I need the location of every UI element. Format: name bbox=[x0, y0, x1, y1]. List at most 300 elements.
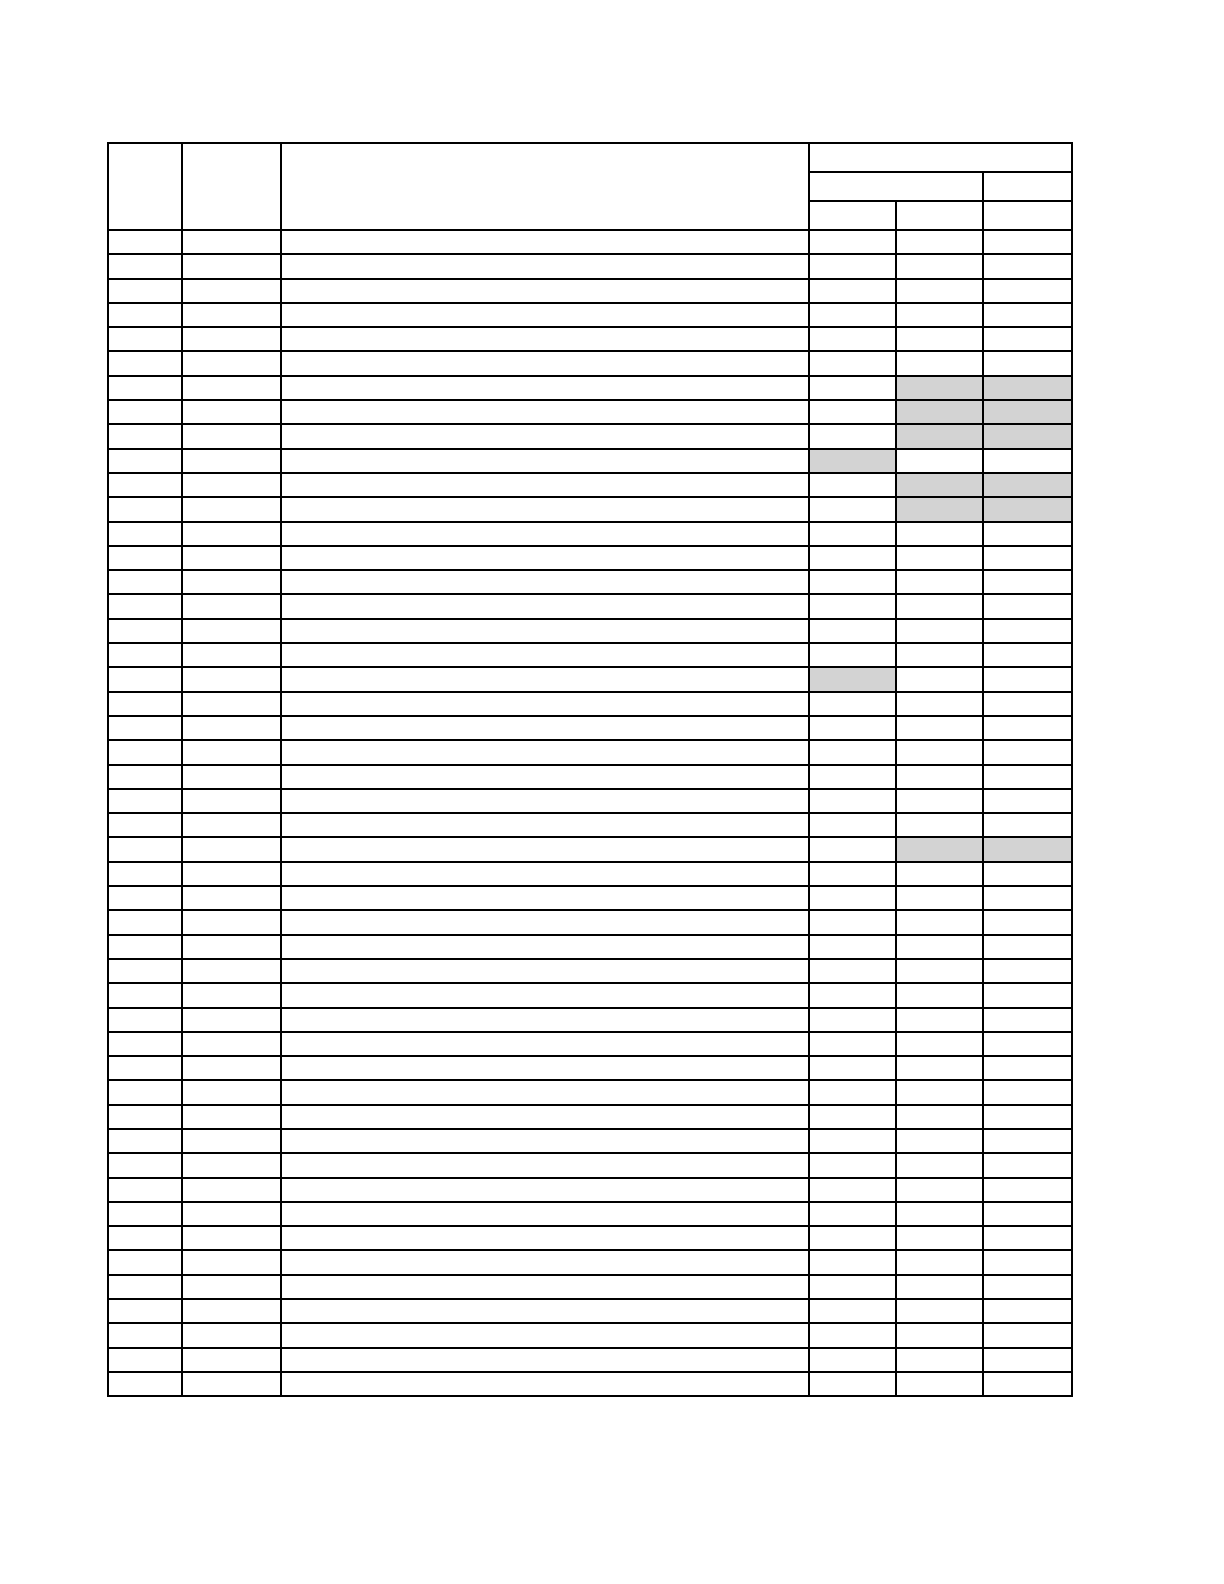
table-cell bbox=[182, 1372, 281, 1396]
table-cell bbox=[983, 643, 1072, 667]
table-cell bbox=[108, 473, 182, 497]
table-cell bbox=[281, 303, 809, 327]
table-row bbox=[108, 789, 1072, 813]
table-cell bbox=[983, 935, 1072, 959]
table-cell bbox=[896, 1299, 983, 1323]
table-cell bbox=[809, 765, 896, 789]
table-cell bbox=[182, 473, 281, 497]
table-cell bbox=[809, 959, 896, 983]
table-row bbox=[108, 1129, 1072, 1153]
table-row bbox=[108, 1105, 1072, 1129]
header-group-right bbox=[983, 172, 1072, 201]
table-row bbox=[108, 1153, 1072, 1177]
table-cell bbox=[809, 522, 896, 546]
table-cell bbox=[108, 351, 182, 375]
table-cell bbox=[281, 886, 809, 910]
table-cell bbox=[108, 740, 182, 764]
table-cell bbox=[182, 570, 281, 594]
table-cell bbox=[182, 643, 281, 667]
table-cell bbox=[182, 983, 281, 1007]
table-cell bbox=[182, 254, 281, 278]
table-cell bbox=[182, 497, 281, 521]
table-cell bbox=[809, 497, 896, 521]
table-cell bbox=[809, 570, 896, 594]
table-cell bbox=[983, 449, 1072, 473]
table-row bbox=[108, 594, 1072, 618]
table-cell bbox=[809, 303, 896, 327]
table-cell bbox=[896, 1105, 983, 1129]
table-cell bbox=[983, 1348, 1072, 1372]
table-cell bbox=[108, 254, 182, 278]
form-grid-table bbox=[107, 142, 1073, 1397]
table-cell bbox=[281, 1056, 809, 1080]
table-cell bbox=[896, 449, 983, 473]
table-cell bbox=[281, 1348, 809, 1372]
table-cell bbox=[983, 570, 1072, 594]
table-cell bbox=[896, 692, 983, 716]
table-row bbox=[108, 1056, 1072, 1080]
table-row bbox=[108, 692, 1072, 716]
table-row bbox=[108, 1275, 1072, 1299]
table-row bbox=[108, 886, 1072, 910]
table-cell bbox=[809, 1080, 896, 1104]
table-cell bbox=[108, 716, 182, 740]
table-row bbox=[108, 1348, 1072, 1372]
table-cell bbox=[182, 1080, 281, 1104]
table-cell bbox=[281, 935, 809, 959]
table-cell bbox=[281, 1202, 809, 1226]
table-cell bbox=[983, 351, 1072, 375]
table-cell bbox=[896, 935, 983, 959]
table-cell bbox=[182, 716, 281, 740]
table-cell bbox=[182, 1129, 281, 1153]
table-cell bbox=[983, 740, 1072, 764]
table-cell bbox=[896, 983, 983, 1007]
table-cell bbox=[983, 230, 1072, 254]
table-cell bbox=[896, 473, 983, 497]
table-cell bbox=[896, 279, 983, 303]
table-cell bbox=[182, 230, 281, 254]
table-cell bbox=[108, 1008, 182, 1032]
table-cell bbox=[896, 522, 983, 546]
table-cell bbox=[108, 400, 182, 424]
table-cell bbox=[281, 983, 809, 1007]
table-cell bbox=[281, 862, 809, 886]
table-cell bbox=[182, 303, 281, 327]
table-cell bbox=[896, 1202, 983, 1226]
table-cell bbox=[182, 1032, 281, 1056]
table-cell bbox=[983, 279, 1072, 303]
table-cell bbox=[281, 643, 809, 667]
table-cell bbox=[281, 570, 809, 594]
table-cell bbox=[896, 1275, 983, 1299]
table-cell bbox=[896, 1226, 983, 1250]
table-row bbox=[108, 862, 1072, 886]
table-cell bbox=[809, 1226, 896, 1250]
table-cell bbox=[896, 1323, 983, 1347]
table-cell bbox=[108, 1105, 182, 1129]
table-cell bbox=[809, 1178, 896, 1202]
table-cell bbox=[983, 619, 1072, 643]
table-cell bbox=[809, 1372, 896, 1396]
table-cell bbox=[809, 594, 896, 618]
header-group-left bbox=[809, 172, 983, 201]
table-row bbox=[108, 254, 1072, 278]
table-cell bbox=[182, 1323, 281, 1347]
table-row bbox=[108, 230, 1072, 254]
table-cell bbox=[281, 1105, 809, 1129]
table-cell bbox=[809, 886, 896, 910]
table-cell bbox=[983, 327, 1072, 351]
table-cell bbox=[809, 983, 896, 1007]
table-cell bbox=[896, 1372, 983, 1396]
table-cell bbox=[896, 1080, 983, 1104]
table-cell bbox=[809, 279, 896, 303]
table-cell bbox=[281, 351, 809, 375]
table-cell bbox=[182, 813, 281, 837]
table-cell bbox=[182, 667, 281, 691]
table-cell bbox=[108, 1299, 182, 1323]
table-cell bbox=[281, 546, 809, 570]
table-cell bbox=[809, 619, 896, 643]
table-cell bbox=[281, 959, 809, 983]
table-cell bbox=[281, 692, 809, 716]
table-cell bbox=[108, 643, 182, 667]
table-cell bbox=[983, 959, 1072, 983]
table-cell bbox=[281, 1372, 809, 1396]
table-row bbox=[108, 546, 1072, 570]
table-cell bbox=[182, 1008, 281, 1032]
table-cell bbox=[281, 497, 809, 521]
table-row bbox=[108, 983, 1072, 1007]
table-cell bbox=[896, 497, 983, 521]
table-cell bbox=[281, 789, 809, 813]
table-cell bbox=[182, 837, 281, 861]
table-cell bbox=[108, 1275, 182, 1299]
table-row bbox=[108, 400, 1072, 424]
table-row bbox=[108, 1250, 1072, 1274]
table-cell bbox=[108, 497, 182, 521]
table-cell bbox=[896, 862, 983, 886]
table-row bbox=[108, 813, 1072, 837]
table-row bbox=[108, 1032, 1072, 1056]
table-cell bbox=[108, 1153, 182, 1177]
table-cell bbox=[182, 959, 281, 983]
table-cell bbox=[809, 716, 896, 740]
table-cell bbox=[182, 279, 281, 303]
table-cell bbox=[983, 424, 1072, 448]
table-cell bbox=[108, 327, 182, 351]
table-cell bbox=[281, 1153, 809, 1177]
table-row bbox=[108, 1323, 1072, 1347]
table-cell bbox=[108, 570, 182, 594]
table-cell bbox=[281, 522, 809, 546]
table-cell bbox=[281, 1178, 809, 1202]
table-cell bbox=[983, 594, 1072, 618]
table-cell bbox=[281, 1226, 809, 1250]
table-cell bbox=[108, 692, 182, 716]
table-cell bbox=[983, 1299, 1072, 1323]
table-cell bbox=[896, 1250, 983, 1274]
table-cell bbox=[809, 1348, 896, 1372]
table-cell bbox=[182, 692, 281, 716]
table-row bbox=[108, 424, 1072, 448]
table-cell bbox=[108, 424, 182, 448]
table-cell bbox=[281, 740, 809, 764]
header-group-top bbox=[809, 143, 1072, 172]
header-col-2 bbox=[182, 143, 281, 230]
table-cell bbox=[281, 400, 809, 424]
table-cell bbox=[108, 1250, 182, 1274]
table-cell bbox=[281, 424, 809, 448]
table-cell bbox=[182, 862, 281, 886]
table-row bbox=[108, 1202, 1072, 1226]
table-cell bbox=[809, 1129, 896, 1153]
table-cell bbox=[809, 376, 896, 400]
table-row bbox=[108, 1178, 1072, 1202]
table-row bbox=[108, 376, 1072, 400]
table-row bbox=[108, 473, 1072, 497]
table-row bbox=[108, 1008, 1072, 1032]
table-cell bbox=[809, 327, 896, 351]
table-row bbox=[108, 643, 1072, 667]
table-cell bbox=[108, 449, 182, 473]
table-cell bbox=[809, 643, 896, 667]
table-cell bbox=[983, 546, 1072, 570]
table-cell bbox=[108, 813, 182, 837]
table-cell bbox=[108, 789, 182, 813]
table-cell bbox=[809, 351, 896, 375]
table-cell bbox=[809, 1323, 896, 1347]
table-cell bbox=[896, 1129, 983, 1153]
table-cell bbox=[182, 1226, 281, 1250]
header-sub-b bbox=[896, 201, 983, 230]
table-row bbox=[108, 1299, 1072, 1323]
table-cell bbox=[896, 643, 983, 667]
table-cell bbox=[281, 594, 809, 618]
table-cell bbox=[983, 910, 1072, 934]
table-cell bbox=[809, 1202, 896, 1226]
table-row bbox=[108, 740, 1072, 764]
table-cell bbox=[896, 351, 983, 375]
table-cell bbox=[182, 1299, 281, 1323]
table-cell bbox=[108, 935, 182, 959]
table-cell bbox=[809, 1250, 896, 1274]
table-row bbox=[108, 935, 1072, 959]
table-cell bbox=[108, 959, 182, 983]
table-cell bbox=[281, 1129, 809, 1153]
table-cell bbox=[809, 449, 896, 473]
table-cell bbox=[896, 424, 983, 448]
table-cell bbox=[809, 935, 896, 959]
table-cell bbox=[896, 546, 983, 570]
table-cell bbox=[896, 837, 983, 861]
table-row bbox=[108, 716, 1072, 740]
header-sub-c bbox=[983, 201, 1072, 230]
table-cell bbox=[896, 254, 983, 278]
table-cell bbox=[983, 1275, 1072, 1299]
table-cell bbox=[281, 667, 809, 691]
table-cell bbox=[281, 1250, 809, 1274]
table-cell bbox=[983, 789, 1072, 813]
table-cell bbox=[896, 813, 983, 837]
header-col-1 bbox=[108, 143, 182, 230]
table-cell bbox=[809, 473, 896, 497]
table-cell bbox=[896, 1008, 983, 1032]
table-cell bbox=[281, 449, 809, 473]
table-cell bbox=[983, 837, 1072, 861]
table-cell bbox=[896, 716, 983, 740]
table-cell bbox=[983, 1226, 1072, 1250]
table-cell bbox=[983, 692, 1072, 716]
table-cell bbox=[983, 1129, 1072, 1153]
table-cell bbox=[182, 400, 281, 424]
form-grid-body bbox=[108, 143, 1072, 1396]
table-cell bbox=[281, 1080, 809, 1104]
table-cell bbox=[182, 594, 281, 618]
table-cell bbox=[896, 765, 983, 789]
table-cell bbox=[108, 1129, 182, 1153]
table-cell bbox=[809, 1008, 896, 1032]
table-cell bbox=[182, 522, 281, 546]
table-cell bbox=[281, 1032, 809, 1056]
header-sub-a bbox=[809, 201, 896, 230]
table-cell bbox=[983, 667, 1072, 691]
table-cell bbox=[896, 400, 983, 424]
table-cell bbox=[983, 1372, 1072, 1396]
table-cell bbox=[896, 594, 983, 618]
table-cell bbox=[983, 1153, 1072, 1177]
table-cell bbox=[108, 765, 182, 789]
table-row bbox=[108, 303, 1072, 327]
table-cell bbox=[108, 1178, 182, 1202]
table-cell bbox=[182, 619, 281, 643]
table-cell bbox=[182, 327, 281, 351]
table-cell bbox=[108, 376, 182, 400]
table-cell bbox=[108, 910, 182, 934]
table-row bbox=[108, 1372, 1072, 1396]
table-cell bbox=[182, 376, 281, 400]
table-cell bbox=[809, 1275, 896, 1299]
table-cell bbox=[108, 594, 182, 618]
table-cell bbox=[108, 279, 182, 303]
table-cell bbox=[182, 1178, 281, 1202]
table-cell bbox=[809, 740, 896, 764]
table-cell bbox=[108, 303, 182, 327]
table-cell bbox=[182, 351, 281, 375]
table-cell bbox=[896, 789, 983, 813]
table-cell bbox=[281, 765, 809, 789]
table-cell bbox=[983, 813, 1072, 837]
table-cell bbox=[182, 740, 281, 764]
table-cell bbox=[108, 1032, 182, 1056]
table-cell bbox=[809, 424, 896, 448]
header-col-3 bbox=[281, 143, 809, 230]
table-cell bbox=[809, 400, 896, 424]
table-cell bbox=[896, 886, 983, 910]
table-cell bbox=[108, 230, 182, 254]
table-cell bbox=[182, 789, 281, 813]
table-cell bbox=[896, 740, 983, 764]
table-cell bbox=[896, 1178, 983, 1202]
table-cell bbox=[896, 570, 983, 594]
table-cell bbox=[281, 327, 809, 351]
table-cell bbox=[281, 1323, 809, 1347]
table-cell bbox=[281, 230, 809, 254]
table-row bbox=[108, 910, 1072, 934]
table-cell bbox=[983, 1178, 1072, 1202]
table-cell bbox=[281, 1008, 809, 1032]
table-cell bbox=[896, 619, 983, 643]
table-cell bbox=[182, 1348, 281, 1372]
table-cell bbox=[983, 254, 1072, 278]
table-cell bbox=[809, 1153, 896, 1177]
table-row bbox=[108, 497, 1072, 521]
table-row bbox=[108, 959, 1072, 983]
table-row bbox=[108, 837, 1072, 861]
table-row bbox=[108, 351, 1072, 375]
table-cell bbox=[182, 886, 281, 910]
table-cell bbox=[983, 862, 1072, 886]
table-cell bbox=[281, 837, 809, 861]
table-cell bbox=[182, 449, 281, 473]
table-row bbox=[108, 619, 1072, 643]
table-cell bbox=[182, 424, 281, 448]
table-cell bbox=[108, 862, 182, 886]
table-cell bbox=[108, 1080, 182, 1104]
table-cell bbox=[182, 1153, 281, 1177]
table-row bbox=[108, 1080, 1072, 1104]
table-cell bbox=[182, 1250, 281, 1274]
table-cell bbox=[809, 1299, 896, 1323]
table-cell bbox=[983, 1056, 1072, 1080]
table-cell bbox=[281, 279, 809, 303]
table-row bbox=[108, 765, 1072, 789]
table-cell bbox=[983, 983, 1072, 1007]
table-cell bbox=[108, 886, 182, 910]
table-cell bbox=[182, 910, 281, 934]
table-cell bbox=[809, 837, 896, 861]
table-row bbox=[108, 449, 1072, 473]
table-cell bbox=[983, 1250, 1072, 1274]
table-cell bbox=[108, 1226, 182, 1250]
table-cell bbox=[983, 1080, 1072, 1104]
table-cell bbox=[983, 376, 1072, 400]
table-cell bbox=[809, 667, 896, 691]
table-cell bbox=[108, 837, 182, 861]
table-cell bbox=[809, 1105, 896, 1129]
table-cell bbox=[983, 1032, 1072, 1056]
table-cell bbox=[896, 1348, 983, 1372]
table-cell bbox=[182, 935, 281, 959]
table-cell bbox=[896, 1056, 983, 1080]
table-cell bbox=[281, 910, 809, 934]
table-cell bbox=[108, 1056, 182, 1080]
table-cell bbox=[809, 546, 896, 570]
table-cell bbox=[108, 1202, 182, 1226]
table-cell bbox=[108, 1323, 182, 1347]
table-cell bbox=[983, 716, 1072, 740]
table-cell bbox=[896, 376, 983, 400]
table-cell bbox=[896, 303, 983, 327]
table-cell bbox=[983, 886, 1072, 910]
table-row bbox=[108, 667, 1072, 691]
table-cell bbox=[983, 1008, 1072, 1032]
table-cell bbox=[983, 400, 1072, 424]
table-cell bbox=[896, 959, 983, 983]
table-cell bbox=[182, 1056, 281, 1080]
table-cell bbox=[182, 546, 281, 570]
